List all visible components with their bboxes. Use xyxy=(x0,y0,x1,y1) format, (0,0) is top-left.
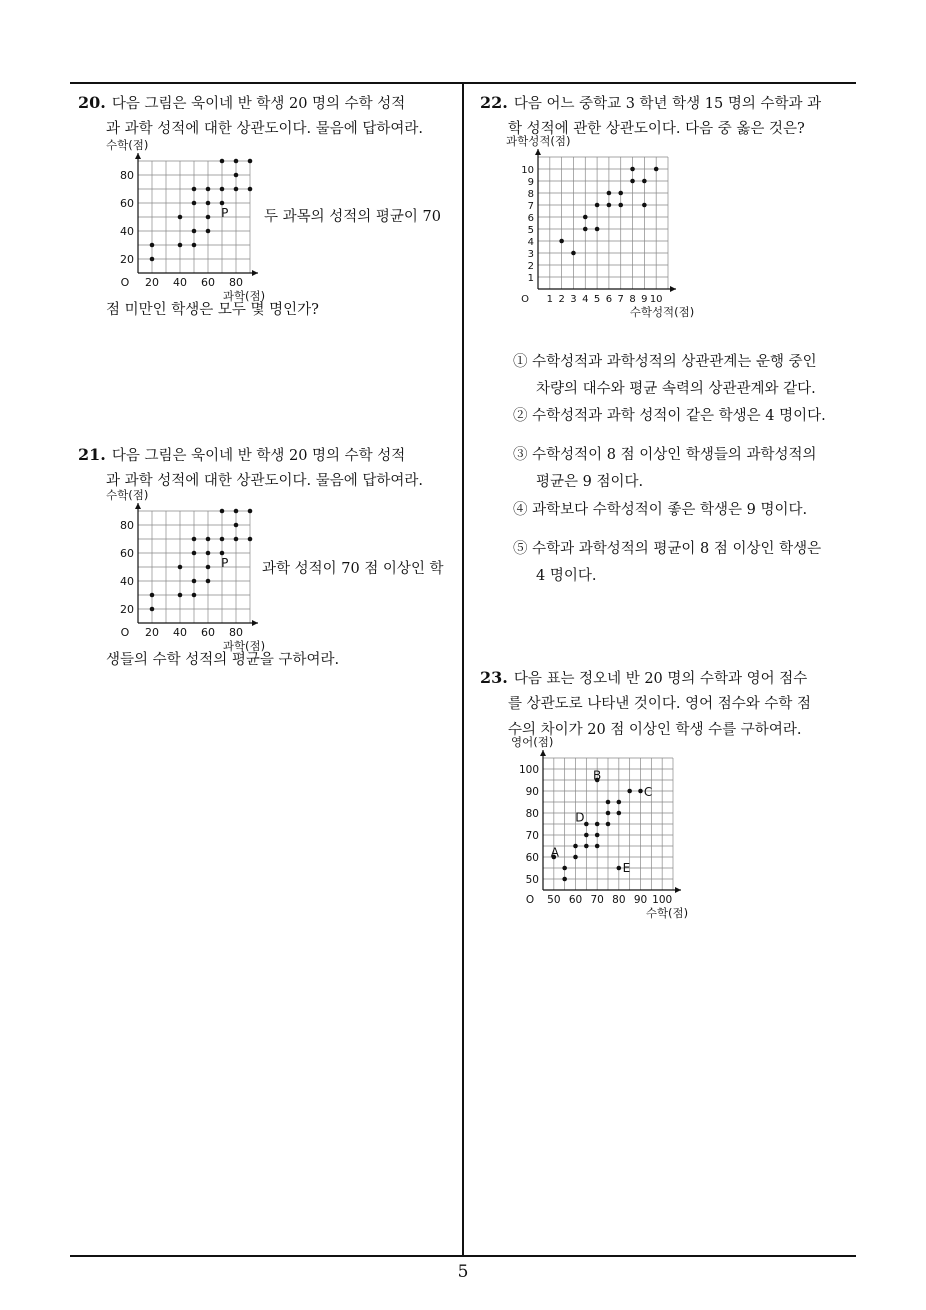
q22-option-5-mark: ⑤ xyxy=(513,541,528,557)
q22-option-4[interactable] xyxy=(513,497,807,524)
point-annotation: P xyxy=(221,555,229,570)
data-point xyxy=(248,537,253,542)
data-point xyxy=(192,201,197,206)
data-point xyxy=(606,800,611,805)
x-tick-label: 60 xyxy=(568,894,583,906)
data-point xyxy=(595,227,600,232)
y-tick-label: 1 xyxy=(527,273,534,284)
q20-line1: 다음 그림은 욱이네 반 학생 20 명의 수학 성적 xyxy=(111,96,406,112)
data-point xyxy=(206,187,211,192)
y-axis-title: 영어(점) xyxy=(511,735,554,749)
data-point xyxy=(571,251,576,256)
data-point xyxy=(206,537,211,542)
data-point xyxy=(559,239,564,244)
data-point xyxy=(642,203,647,208)
q21-side-text: 과학 성적이 70 점 이상인 학 xyxy=(262,561,444,577)
x-tick-label: 9 xyxy=(641,294,648,305)
x-tick-label: 40 xyxy=(173,276,187,289)
x-tick-label: 90 xyxy=(633,894,648,906)
data-point xyxy=(220,509,225,514)
x-axis-arrow xyxy=(675,887,681,893)
q21-number: 21. xyxy=(78,445,106,464)
data-point xyxy=(220,537,225,542)
y-tick-label: 50 xyxy=(525,874,539,886)
x-tick-label: 20 xyxy=(145,626,159,639)
y-tick-label: 7 xyxy=(527,201,534,212)
data-point xyxy=(627,789,632,794)
x-axis-title: 과학(점) xyxy=(222,639,266,653)
point-annotation: C xyxy=(643,785,653,800)
x-tick-label: 5 xyxy=(593,294,601,305)
q22-option-1-mark: ① xyxy=(513,354,528,370)
data-point xyxy=(192,243,197,248)
data-point xyxy=(606,822,611,827)
q23-scatter-plot xyxy=(505,735,705,925)
q22-option-5[interactable] xyxy=(513,536,821,563)
q22-option-1[interactable] xyxy=(513,349,817,376)
data-point xyxy=(607,203,612,208)
data-point xyxy=(617,811,622,816)
q22-option-1-line2: 차량의 대수와 평균 속력의 상관관계와 같다. xyxy=(536,381,816,397)
data-point xyxy=(234,537,239,542)
x-tick-label: 3 xyxy=(570,294,577,305)
point-annotation: A xyxy=(550,845,560,860)
q20-line2: 과 과학 성적에 대한 상관도이다. 물음에 답하여라. xyxy=(106,121,424,137)
bottom-rule xyxy=(70,1255,856,1257)
data-point xyxy=(178,565,183,570)
data-point xyxy=(178,593,183,598)
data-point xyxy=(248,187,253,192)
q22-option-4-line1: 과학보다 수학성적이 좋은 학생은 9 명이다. xyxy=(532,502,808,518)
data-point xyxy=(150,257,155,262)
q21-after-text: 생들의 수학 성적의 평균을 구하여라. xyxy=(106,652,340,668)
data-point xyxy=(234,159,239,164)
y-axis-title: 과학성적(점) xyxy=(506,134,571,148)
q21-line1: 다음 그림은 욱이네 반 학생 20 명의 수학 성적 xyxy=(111,448,406,464)
point-annotation: B xyxy=(593,768,602,783)
y-axis-arrow xyxy=(535,149,541,155)
y-tick-label: 8 xyxy=(527,189,534,200)
data-point xyxy=(617,866,622,871)
y-tick-label: 80 xyxy=(120,519,134,532)
data-point xyxy=(234,523,239,528)
data-point xyxy=(220,551,225,556)
q22-option-3-mark: ③ xyxy=(513,447,528,463)
data-point xyxy=(178,215,183,220)
data-point xyxy=(206,201,211,206)
x-tick-label: 4 xyxy=(582,294,589,305)
q22-option-5-line1: 수학과 과학성적의 평균이 8 점 이상인 학생은 xyxy=(532,541,822,557)
q22-option-3-line1: 수학성적이 8 점 이상인 학생들의 과학성적의 xyxy=(532,447,817,463)
data-point xyxy=(192,579,197,584)
y-tick-label: 60 xyxy=(120,547,134,560)
x-tick-label: 60 xyxy=(201,626,215,639)
q21-header xyxy=(78,443,405,468)
q23-line3: 수의 차이가 20 점 이상인 학생 수를 구하여라. xyxy=(508,722,802,738)
y-tick-label: 70 xyxy=(525,830,539,842)
data-point xyxy=(618,203,623,208)
data-point xyxy=(642,179,647,184)
data-point xyxy=(595,833,600,838)
x-tick-label: 40 xyxy=(173,626,187,639)
q23-header xyxy=(480,666,807,691)
y-tick-label: 60 xyxy=(120,197,134,210)
data-point xyxy=(150,593,155,598)
data-point xyxy=(192,537,197,542)
q22-scatter-plot xyxy=(505,133,695,328)
data-point xyxy=(562,877,567,882)
data-point xyxy=(607,191,612,196)
x-axis-title: 수학(점) xyxy=(645,906,689,920)
y-tick-label: 60 xyxy=(525,852,539,864)
q20-side-text: 두 과목의 성적의 평균이 70 xyxy=(264,209,441,225)
origin-label: O xyxy=(120,276,130,289)
point-annotation: E xyxy=(622,861,631,875)
data-point xyxy=(638,789,643,794)
data-point xyxy=(206,229,211,234)
y-tick-label: 2 xyxy=(527,261,534,272)
data-point xyxy=(220,187,225,192)
data-point xyxy=(234,509,239,514)
data-point xyxy=(150,607,155,612)
x-tick-label: 1 xyxy=(546,294,554,305)
y-tick-label: 5 xyxy=(527,225,534,236)
q22-number: 22. xyxy=(480,93,508,112)
data-point xyxy=(178,243,183,248)
data-point xyxy=(595,822,600,827)
data-point xyxy=(606,811,611,816)
data-point xyxy=(206,551,211,556)
y-tick-label: 9 xyxy=(527,177,534,188)
q22-header xyxy=(480,91,821,116)
x-axis-arrow xyxy=(252,620,258,626)
x-axis-arrow xyxy=(252,270,258,276)
y-tick-label: 40 xyxy=(120,575,134,588)
y-tick-label: 90 xyxy=(525,786,539,798)
q22-option-3[interactable] xyxy=(513,442,817,469)
data-point xyxy=(584,844,589,849)
y-tick-label: 80 xyxy=(525,808,539,820)
data-point xyxy=(206,215,211,220)
column-divider xyxy=(462,82,464,1257)
data-point xyxy=(573,855,578,860)
q21-scatter-plot xyxy=(100,485,270,655)
data-point xyxy=(220,159,225,164)
x-tick-label: 10 xyxy=(649,294,663,305)
data-point xyxy=(584,822,589,827)
x-tick-label: 50 xyxy=(547,894,561,906)
y-tick-label: 40 xyxy=(120,225,134,238)
y-tick-label: 4 xyxy=(527,237,534,248)
data-point xyxy=(583,227,588,232)
data-point xyxy=(192,551,197,556)
q21-line2: 과 과학 성적에 대한 상관도이다. 물음에 답하여라. xyxy=(106,473,424,489)
grid xyxy=(538,157,668,289)
data-point xyxy=(562,866,567,871)
data-point xyxy=(206,579,211,584)
q22-option-2[interactable] xyxy=(513,403,826,430)
grid xyxy=(138,161,250,273)
data-point xyxy=(248,509,253,514)
x-tick-label: 20 xyxy=(145,276,159,289)
x-tick-label: 8 xyxy=(629,294,636,305)
grid xyxy=(138,511,250,623)
data-point xyxy=(150,243,155,248)
data-point xyxy=(234,173,239,178)
page-number: 5 xyxy=(457,1262,469,1282)
data-point xyxy=(192,229,197,234)
data-point xyxy=(595,203,600,208)
x-tick-label: 70 xyxy=(590,894,604,906)
y-tick-label: 80 xyxy=(120,169,134,182)
x-axis-title: 과학(점) xyxy=(222,289,266,303)
y-tick-label: 6 xyxy=(527,213,534,224)
x-tick-label: 80 xyxy=(612,894,626,906)
q22-option-2-line1: 수학성적과 과학 성적이 같은 학생은 4 명이다. xyxy=(532,408,826,424)
q20-after-text: 점 미만인 학생은 모두 몇 명인가? xyxy=(106,302,319,318)
data-point xyxy=(584,833,589,838)
data-point xyxy=(654,167,659,172)
origin-label: O xyxy=(521,294,529,305)
x-axis-arrow xyxy=(670,286,676,292)
y-axis-title: 수학(점) xyxy=(106,488,149,502)
point-annotation: D xyxy=(575,810,585,825)
q23-line2: 를 상관도로 나타낸 것이다. 영어 점수와 수학 점 xyxy=(508,696,812,712)
x-tick-label: 2 xyxy=(558,294,565,305)
data-point xyxy=(234,187,239,192)
data-point xyxy=(192,593,197,598)
q23-number: 23. xyxy=(480,668,508,687)
q20-number: 20. xyxy=(78,93,106,112)
y-tick-label: 10 xyxy=(521,165,534,176)
q22-option-5-line2: 4 명이다. xyxy=(536,568,597,584)
data-point xyxy=(630,167,635,172)
q20-scatter-plot xyxy=(100,135,270,305)
y-tick-label: 20 xyxy=(120,603,134,616)
q22-option-3-line2: 평균은 9 점이다. xyxy=(536,474,644,490)
data-point xyxy=(595,844,600,849)
q22-option-2-mark: ② xyxy=(513,408,528,424)
q23-line1: 다음 표는 정오네 반 20 명의 수학과 영어 점수 xyxy=(513,671,808,687)
x-tick-label: 7 xyxy=(617,294,624,305)
data-point xyxy=(248,159,253,164)
data-point xyxy=(583,215,588,220)
y-axis-arrow xyxy=(135,503,141,509)
origin-label: O xyxy=(525,894,535,906)
x-tick-label: 100 xyxy=(652,894,673,906)
q22-option-1-line1: 수학성적과 과학성적의 상관관계는 운행 중인 xyxy=(532,354,817,370)
y-axis-arrow xyxy=(135,153,141,159)
data-point xyxy=(192,187,197,192)
data-point xyxy=(206,565,211,570)
q22-line2: 학 성적에 관한 상관도이다. 다음 중 옳은 것은? xyxy=(508,121,805,137)
origin-label: O xyxy=(120,626,130,639)
data-point xyxy=(630,179,635,184)
x-tick-label: 60 xyxy=(201,276,215,289)
y-tick-label: 3 xyxy=(527,249,534,260)
x-axis-title: 수학성적(점) xyxy=(629,305,695,319)
y-axis-title: 수학(점) xyxy=(106,138,149,152)
data-point xyxy=(220,201,225,206)
q22-option-4-mark: ④ xyxy=(513,502,528,518)
data-point xyxy=(617,800,622,805)
x-tick-label: 80 xyxy=(229,276,243,289)
data-point xyxy=(573,844,578,849)
q22-line1: 다음 어느 중학교 3 학년 학생 15 명의 수학과 과 xyxy=(513,96,822,112)
q20-header xyxy=(78,91,405,116)
x-tick-label: 6 xyxy=(605,294,613,305)
x-tick-label: 80 xyxy=(229,626,243,639)
y-tick-label: 20 xyxy=(120,253,134,266)
point-annotation: P xyxy=(221,205,229,220)
y-axis-arrow xyxy=(540,750,546,756)
data-point xyxy=(618,191,623,196)
y-tick-label: 100 xyxy=(518,764,539,776)
